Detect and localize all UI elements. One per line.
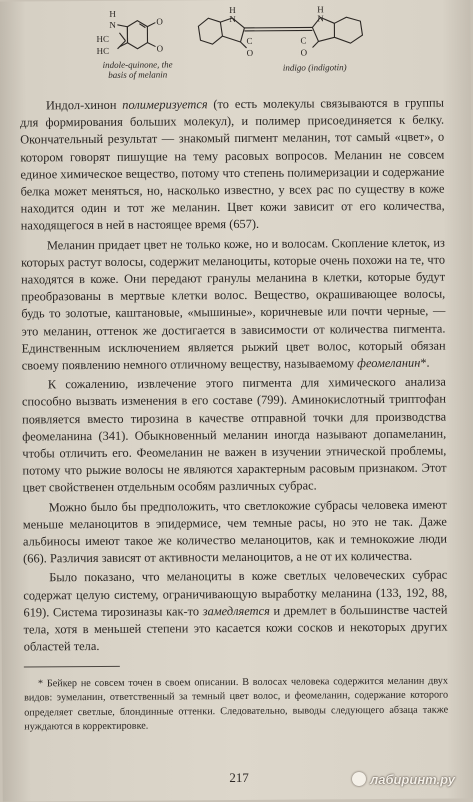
paragraph-4-text: Можно было бы предположить, что светлокожие субрасы человека имеют меньше меланоцитов в эпидермисе, чем темные расы, но это не так. Даже альбиносы имеют такое же количество меланоцитов, как и темнокожие люди (66). Различия зависят от активности меланоцитов, а не от их количества.	[23, 497, 447, 566]
paragraph-3-text: К сожалению, извлечение этого пигмента для химического анализа способно вызвать изменения в его составе (799). Аминокислотный триптофан появляется вместо тирозина в качестве отправной точки для производства феомеланина (341). Обыкновенный меланин иногда называют допамеланин, чтобы отличить его. Феомеланин не важен в изучении этнической проблемы, потому что рыжие волосы не являются характерным расовым признаком. Этот цвет свойственен отдельным особям различных субрас.	[22, 375, 447, 495]
paragraph-3	[22, 374, 447, 497]
indigo-atom-h-2: H	[317, 4, 324, 14]
indole-quinone-caption-line-2: basis of melanin	[90, 69, 186, 80]
paragraph-1-emphasis: полимеризуется	[122, 97, 207, 112]
atom-o-1: O	[156, 17, 163, 27]
paragraph-2-emphasis: феомеланин	[357, 356, 420, 370]
paragraph-5-text-1: Было показано, что меланоциты в коже светлых человеческих субрас содержат целую систему, ограничивающую выработку меланина (133, 192, 88, 619). Система тирозиназы как-то	[23, 568, 447, 619]
indole-quinone-structure	[95, 6, 175, 63]
watermark-text: лабиринт.ру	[370, 772, 455, 787]
paragraph-5-emphasis: замедляется	[203, 604, 270, 618]
atom-hc-2: HC	[97, 46, 110, 56]
paragraph-5-text-2: и дремлет в большинстве частей тела, хотя в меньшей степени это касается кожи сосков и некоторых других областей тела.	[24, 602, 448, 653]
indigo-atom-h-1: H	[229, 5, 236, 15]
indigo-atom-o-2: O	[301, 47, 308, 57]
paragraph-1-text-2: (то есть молекулы связываются в группы для формирования больших молекул), и полимер присоединяется к белку. Окончательный результат — знакомый пигмент меланин, тот самый «цвет», о котором говорят пишущие на тему расовых вопросов. Меланин не совсем единое химическое вещество, потому что степень полимеризации и содержание белка может меняться, но, насколько известно, у всех рас по существу в коже находится один и тот же меланин. Цвет кожи зависит от его количества, находящегося в ней в настоящее время (657).	[20, 96, 445, 233]
indole-quinone-caption-line-1: indole-quinone, the	[90, 59, 186, 70]
chemical-structures	[0, 2, 471, 103]
indigo-caption: indigo (indigotin)	[260, 62, 370, 73]
indigo-atom-n-1: N	[229, 14, 236, 24]
paragraph-2	[21, 234, 446, 375]
atom-h: H	[109, 9, 116, 19]
labirint-logo-icon	[352, 772, 366, 786]
paragraph-2-text-2: *.	[420, 356, 429, 370]
indigo-atom-o-1: O	[247, 48, 254, 58]
atom-hc-1: HC	[96, 34, 109, 44]
paragraph-1-text-1: Индол-хинон	[46, 98, 122, 113]
paragraph-5	[23, 567, 448, 656]
page-number: 217	[3, 768, 473, 787]
indigo-atom-c-1: C	[246, 36, 252, 46]
main-text	[20, 95, 448, 656]
paragraph-4	[23, 496, 447, 568]
indigo-atom-n-2: N	[317, 13, 324, 23]
indigo-structure	[192, 3, 382, 64]
footnote: * Бейкер не совсем точен в своем описании. В волосах человека содержится меланин двух видов: эумеланин, ответственный за темный цвет волос, и феомеланин, содержание которого определяет светлые, блондинные оттенки. Следовательно, выводы следующего абзаца также нуждаются в корректировке.	[24, 675, 448, 735]
indigo-atom-c-2: C	[300, 36, 306, 46]
paragraph-1	[20, 95, 445, 236]
indole-quinone-caption	[90, 59, 186, 80]
paragraph-2-text-1: Меланин придает цвет не только коже, но и волосам. Скопление клеток, из которых растут волосы, содержит меланоциты, которые очень похожи на те, что находятся в коже. Они передают гранулы меланина в клетки, которые будут преобразованы в мертвые клетки волос. Вещество, окрашивающее волосы, будь то золотые, каштановые, «мышиные», коричневые или почти черные, — это меланин, оттенок же достигается в зависимости от количества пигмента. Единственным исключением является рыжий цвет волос, который обязан своему появлению немного отличному веществу, называемому	[21, 235, 446, 372]
atom-o-2: O	[157, 44, 164, 54]
watermark	[352, 772, 455, 787]
atom-n: N	[109, 20, 116, 30]
footnote-divider	[24, 666, 120, 668]
